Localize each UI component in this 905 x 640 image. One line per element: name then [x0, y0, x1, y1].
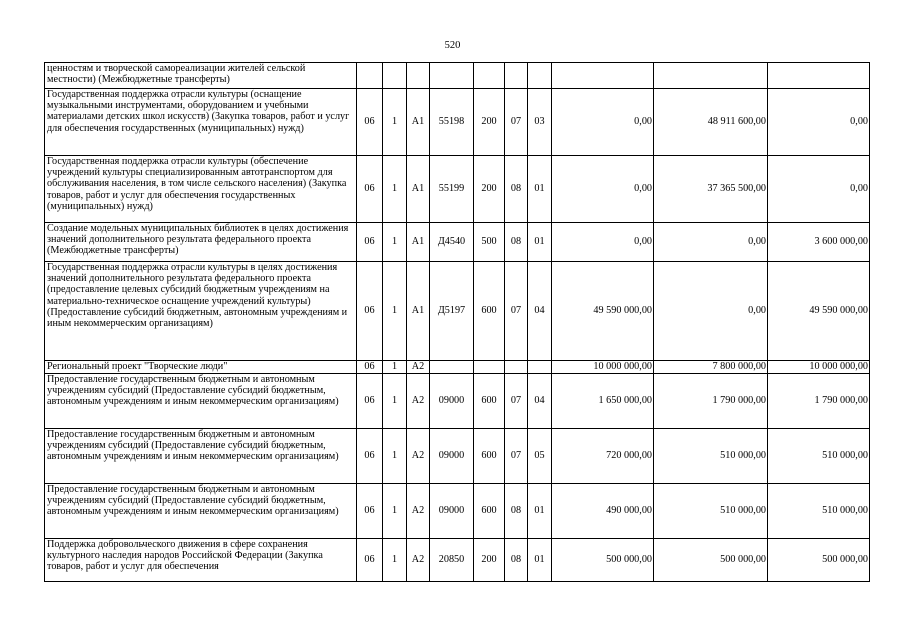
- amount-col-3: 0,00: [768, 89, 870, 156]
- subsection-code: 03: [528, 89, 552, 156]
- row-description: Региональный проект "Творческие люди": [45, 361, 357, 374]
- direction-code: 55198: [430, 89, 474, 156]
- expense-type-code: [474, 63, 505, 89]
- section-code: [505, 361, 528, 374]
- table-row: [45, 361, 870, 374]
- amount-col-2: 510 000,00: [654, 484, 768, 539]
- section-code: 08: [505, 484, 528, 539]
- amount-col-2: 500 000,00: [654, 539, 768, 582]
- amount-col-1: 0,00: [552, 156, 654, 223]
- direction-code: Д5197: [430, 262, 474, 361]
- table-row: [45, 223, 870, 262]
- table-row: [45, 374, 870, 429]
- amount-col-1: [552, 63, 654, 89]
- amount-col-2: 48 911 600,00: [654, 89, 768, 156]
- direction-code: 20850: [430, 539, 474, 582]
- expense-type-code: 200: [474, 539, 505, 582]
- subsection-code: 01: [528, 539, 552, 582]
- row-description: Поддержка добровольческого движения в сфере сохранения культурного наследия народов Российской Федерации (Закупка товаров, работ и услуг для обеспечения: [45, 539, 357, 582]
- program-code: 06: [357, 89, 383, 156]
- direction-code: 09000: [430, 374, 474, 429]
- row-description: ценностям и творческой самореализации жителей сельской местности) (Межбюджетные трансферты): [45, 63, 357, 89]
- row-description: Государственная поддержка отрасли культуры (оснащение музыкальными инструментами, оборудованием и учебными материалами детских школ искусств) (Закупка товаров, работ и услуг для обеспечения государственных (муниципальных) нужд): [45, 89, 357, 156]
- direction-code: 09000: [430, 484, 474, 539]
- subsection-code: 01: [528, 156, 552, 223]
- subprogram-code: 1: [383, 361, 407, 374]
- amount-col-3: 3 600 000,00: [768, 223, 870, 262]
- program-code: 06: [357, 262, 383, 361]
- table-row: [45, 262, 870, 361]
- subprogram-code: 1: [383, 262, 407, 361]
- table-row: [45, 484, 870, 539]
- amount-col-1: 0,00: [552, 89, 654, 156]
- expense-type-code: 600: [474, 429, 505, 484]
- amount-col-2: 0,00: [654, 223, 768, 262]
- subsection-code: 01: [528, 484, 552, 539]
- project-code: А2: [407, 361, 430, 374]
- expense-type-code: 600: [474, 374, 505, 429]
- program-code: 06: [357, 374, 383, 429]
- program-code: [357, 63, 383, 89]
- section-code: [505, 63, 528, 89]
- amount-col-1: 0,00: [552, 223, 654, 262]
- project-code: А1: [407, 223, 430, 262]
- subprogram-code: 1: [383, 156, 407, 223]
- subsection-code: [528, 361, 552, 374]
- row-description: Создание модельных муниципальных библиотек в целях достижения значений дополнительного результата федерального проекта (Межбюджетные трансферты): [45, 223, 357, 262]
- subsection-code: 04: [528, 374, 552, 429]
- amount-col-1: 49 590 000,00: [552, 262, 654, 361]
- row-description: Государственная поддержка отрасли культуры (обеспечение учреждений культуры специализированным автотранспортом для обслуживания населения, в том числе сельского населения) (Закупка товаров, работ и услуг для обеспечения государственных (муниципальных) нужд): [45, 156, 357, 223]
- project-code: А1: [407, 89, 430, 156]
- amount-col-2: 510 000,00: [654, 429, 768, 484]
- amount-col-1: 1 650 000,00: [552, 374, 654, 429]
- table-row: [45, 539, 870, 582]
- table-row: [45, 429, 870, 484]
- table-row: [45, 63, 870, 89]
- program-code: 06: [357, 223, 383, 262]
- section-code: 07: [505, 89, 528, 156]
- program-code: 06: [357, 484, 383, 539]
- direction-code: 55199: [430, 156, 474, 223]
- table-row: [45, 156, 870, 223]
- subsection-code: 01: [528, 223, 552, 262]
- amount-col-1: 490 000,00: [552, 484, 654, 539]
- section-code: 08: [505, 156, 528, 223]
- row-description: Предоставление государственным бюджетным и автономным учреждениям субсидий (Предоставление субсидий бюджетным, автономным учреждениям и иным некоммерческим организациям): [45, 429, 357, 484]
- row-description: Государственная поддержка отрасли культуры в целях достижения значений дополнительного результата федерального проекта (предоставление целевых субсидий бюджетным учреждениям на материально-техническое оснащение учреждений культуры) (Предоставление субсидий бюджетным, автономным учреждениям и иным некоммерческим организациям): [45, 262, 357, 361]
- amount-col-3: 510 000,00: [768, 429, 870, 484]
- row-description: Предоставление государственным бюджетным и автономным учреждениям субсидий (Предоставление субсидий бюджетным, автономным учреждениям и иным некоммерческим организациям): [45, 374, 357, 429]
- section-code: 08: [505, 223, 528, 262]
- subprogram-code: 1: [383, 89, 407, 156]
- amount-col-3: 0,00: [768, 156, 870, 223]
- expense-type-code: 600: [474, 262, 505, 361]
- expense-type-code: 200: [474, 89, 505, 156]
- amount-col-3: 510 000,00: [768, 484, 870, 539]
- amount-col-3: [768, 63, 870, 89]
- project-code: [407, 63, 430, 89]
- expense-type-code: 500: [474, 223, 505, 262]
- project-code: А1: [407, 156, 430, 223]
- section-code: 07: [505, 374, 528, 429]
- amount-col-1: 500 000,00: [552, 539, 654, 582]
- subprogram-code: 1: [383, 429, 407, 484]
- program-code: 06: [357, 539, 383, 582]
- expense-type-code: [474, 361, 505, 374]
- project-code: А1: [407, 262, 430, 361]
- project-code: А2: [407, 539, 430, 582]
- section-code: 08: [505, 539, 528, 582]
- amount-col-2: 7 800 000,00: [654, 361, 768, 374]
- subsection-code: [528, 63, 552, 89]
- amount-col-3: 1 790 000,00: [768, 374, 870, 429]
- project-code: А2: [407, 429, 430, 484]
- amount-col-2: 37 365 500,00: [654, 156, 768, 223]
- page-number: 520: [444, 40, 461, 51]
- direction-code: Д4540: [430, 223, 474, 262]
- direction-code: 09000: [430, 429, 474, 484]
- amount-col-2: 1 790 000,00: [654, 374, 768, 429]
- subprogram-code: 1: [383, 539, 407, 582]
- amount-col-3: 500 000,00: [768, 539, 870, 582]
- amount-col-1: 720 000,00: [552, 429, 654, 484]
- direction-code: [430, 63, 474, 89]
- program-code: 06: [357, 361, 383, 374]
- section-code: 07: [505, 429, 528, 484]
- amount-col-1: 10 000 000,00: [552, 361, 654, 374]
- direction-code: [430, 361, 474, 374]
- project-code: А2: [407, 374, 430, 429]
- expense-type-code: 200: [474, 156, 505, 223]
- amount-col-2: 0,00: [654, 262, 768, 361]
- project-code: А2: [407, 484, 430, 539]
- budget-table: [44, 62, 870, 582]
- row-description: Предоставление государственным бюджетным и автономным учреждениям субсидий (Предоставление субсидий бюджетным, автономным учреждениям и иным некоммерческим организациям): [45, 484, 357, 539]
- amount-col-3: 49 590 000,00: [768, 262, 870, 361]
- subprogram-code: [383, 63, 407, 89]
- program-code: 06: [357, 156, 383, 223]
- program-code: 06: [357, 429, 383, 484]
- section-code: 07: [505, 262, 528, 361]
- expense-type-code: 600: [474, 484, 505, 539]
- table-row: [45, 89, 870, 156]
- subprogram-code: 1: [383, 374, 407, 429]
- amount-col-3: 10 000 000,00: [768, 361, 870, 374]
- subsection-code: 04: [528, 262, 552, 361]
- subprogram-code: 1: [383, 223, 407, 262]
- subprogram-code: 1: [383, 484, 407, 539]
- amount-col-2: [654, 63, 768, 89]
- subsection-code: 05: [528, 429, 552, 484]
